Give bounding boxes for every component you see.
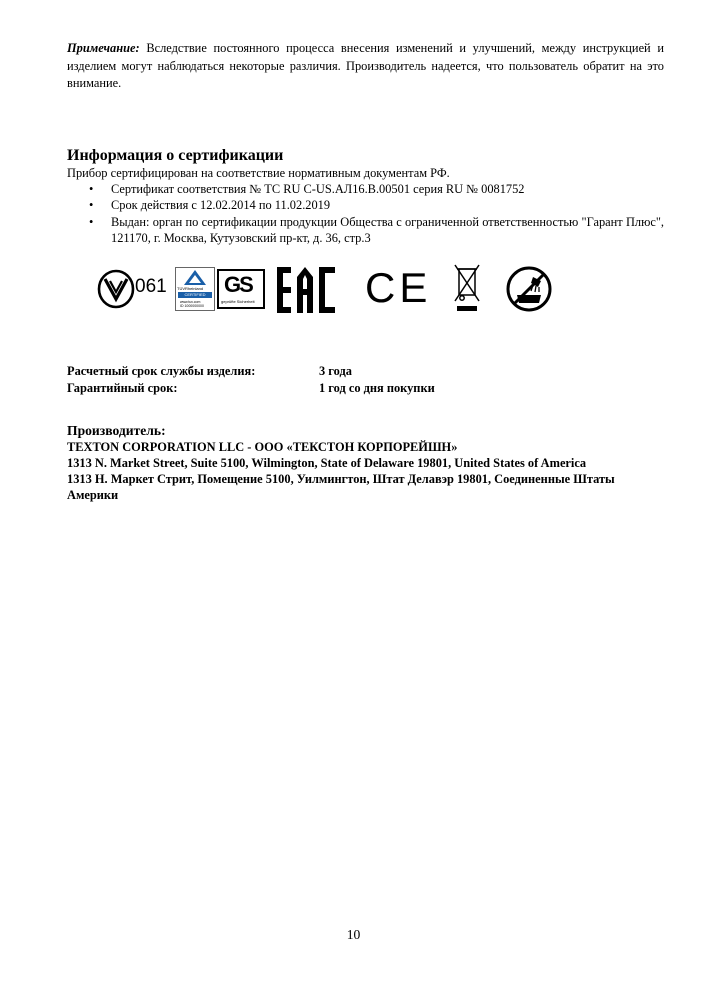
ukrsepro-code: 061 <box>135 275 167 297</box>
manufacturer-name: TEXTON CORPORATION LLC - ООО «ТЕКСТОН КОРПОРЕЙШН» <box>67 439 458 454</box>
gs-mark: GS <box>224 271 252 297</box>
tuv-url: www.tuv.com <box>180 299 201 304</box>
manufacturer-block <box>67 423 664 503</box>
certification-intro: Прибор сертифицирован на соответствие нормативным документам РФ. <box>67 165 450 180</box>
ukrsepro-icon <box>97 269 135 309</box>
tuv-icon <box>175 267 215 311</box>
certification-item: • Выдан: орган по сертификации продукции Общества с ограниченной ответственностью "Гарант Плюс", 121170, г. Москва, Кутузовский пр-кт, д. 36, стр.3 <box>89 214 664 247</box>
service-life-value: 3 года <box>319 363 352 378</box>
warranty-value: 1 год со дня покупки <box>319 380 435 395</box>
tuv-id: ID 1000000000 <box>180 303 204 308</box>
warranty-row <box>67 380 664 397</box>
service-life-row <box>67 363 664 380</box>
tuv-brand: TÜVRheinland <box>177 285 204 291</box>
note-paragraph <box>67 40 664 93</box>
certification-logos <box>67 261 664 341</box>
gs-icon <box>217 269 265 309</box>
no-water-icon <box>505 265 553 313</box>
page-number: 10 <box>346 927 361 942</box>
certification-item: • Сертификат соответствия № ТС RU С-US.АЛ16.В.00501 серия RU № 0081752 <box>89 181 664 198</box>
ce-icon: CE <box>365 263 432 311</box>
warranty-label: Гарантийный срок: <box>67 380 178 395</box>
weee-bin-icon <box>453 263 481 313</box>
note-text: Вследствие постоянного процесса внесения изменений и улучшений, между инструкцией и изделием могут наблюдаться некоторые различия. Производитель надеется, что пользователь обратит на это внимание. <box>67 41 664 90</box>
certification-title: Информация о сертификации <box>67 146 284 164</box>
certification-list <box>67 181 664 247</box>
eac-icon <box>277 267 335 313</box>
note-label: Примечание: <box>67 41 140 55</box>
tuv-certified: CERTIFIED <box>178 292 212 298</box>
certification-item: • Срок действия с 12.02.2014 по 11.02.2019 <box>89 197 664 214</box>
manufacturer-address-en: 1313 N. Market Street, Suite 5100, Wilmington, State of Delaware 19801, United States of America <box>67 455 587 470</box>
document-page <box>67 40 664 503</box>
manufacturer-label: Производитель: <box>67 422 166 438</box>
service-life-label: Расчетный срок службы изделия: <box>67 363 256 378</box>
manufacturer-address-ru: 1313 Н. Маркет Стрит, Помещение 5100, Уилмингтон, Штат Делавэр 19801, Соединенные Штаты Америки <box>67 471 615 502</box>
gs-subtext: geprüfte Sicherheit <box>221 298 255 304</box>
terms-block <box>67 363 664 397</box>
